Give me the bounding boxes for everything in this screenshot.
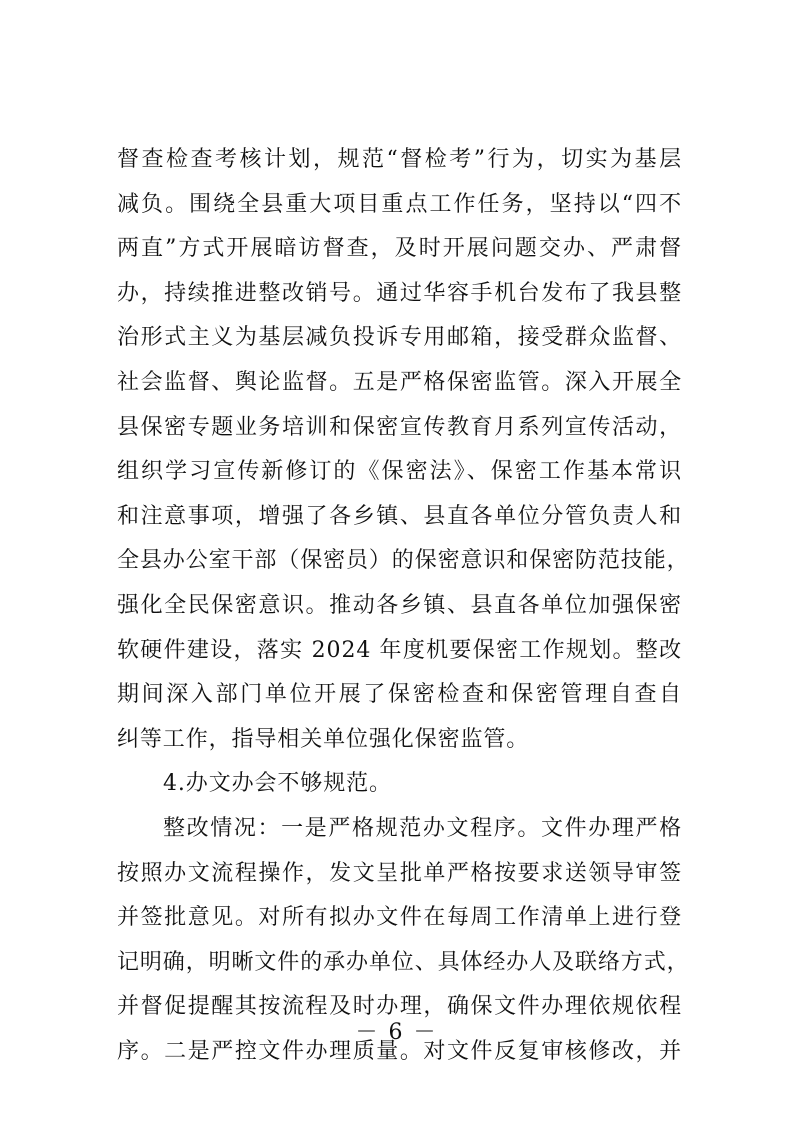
text-line: 并督促提醒其按流程及时办理，确保文件办理依规依程 bbox=[117, 994, 682, 1020]
text-line: 和注意事项，增强了各乡镇、县直各单位分管负责人和 bbox=[117, 503, 682, 529]
page-number: － 6 － bbox=[355, 1020, 438, 1045]
text-line: 全县办公室干部（保密员）的保密意识和保密防范技能， bbox=[117, 548, 690, 574]
section-heading: 4.办文办会不够规范。 bbox=[163, 771, 392, 797]
text-line: 强化全民保密意识。推动各乡镇、县直各单位加强保密 bbox=[117, 592, 682, 618]
text-line: 治形式主义为基层减负投诉专用邮箱，接受群众监督、 bbox=[117, 325, 682, 351]
text-line: 期间深入部门单位开展了保密检查和保密管理自查自 bbox=[117, 682, 682, 708]
text-line: 办，持续推进整改销号。通过华容手机台发布了我县整 bbox=[117, 280, 682, 306]
text-line: 督查检查考核计划，规范“督检考”行为，切实为基层 bbox=[117, 147, 682, 172]
text-line: 并签批意见。对所有拟办文件在每周工作清单上进行登 bbox=[117, 905, 682, 931]
text-line: 减负。围绕全县重大项目重点工作任务，坚持以“四不 bbox=[117, 191, 682, 217]
text-line: 按照办文流程操作，发文呈批单严格按要求送领导审签 bbox=[117, 860, 682, 886]
text-line: 县保密专题业务培训和保密宣传教育月系列宣传活动， bbox=[117, 414, 682, 440]
text-line: 记明确，明晰文件的承办单位、具体经办人及联络方式， bbox=[117, 949, 690, 975]
text-line: 序。二是严控文件办理质量。对文件反复审核修改，并 bbox=[117, 1038, 682, 1064]
paragraph-first-line: 整改情况：一是严格规范办文程序。文件办理严格 bbox=[163, 815, 682, 841]
text-line: 组织学习宣传新修订的《保密法》、保密工作基本常识 bbox=[117, 459, 682, 485]
text-line: 两直”方式开展暗访督查，及时开展问题交办、严肃督 bbox=[117, 236, 682, 262]
text-line: 社会监督、舆论监督。五是严格保密监管。深入开展全 bbox=[117, 369, 682, 395]
text-line: 纠等工作，指导相关单位强化保密监管。 bbox=[117, 726, 530, 752]
text-line: 软硬件建设，落实 2024 年度机要保密工作规划。整改 bbox=[117, 637, 682, 663]
body-text bbox=[117, 138, 690, 1074]
